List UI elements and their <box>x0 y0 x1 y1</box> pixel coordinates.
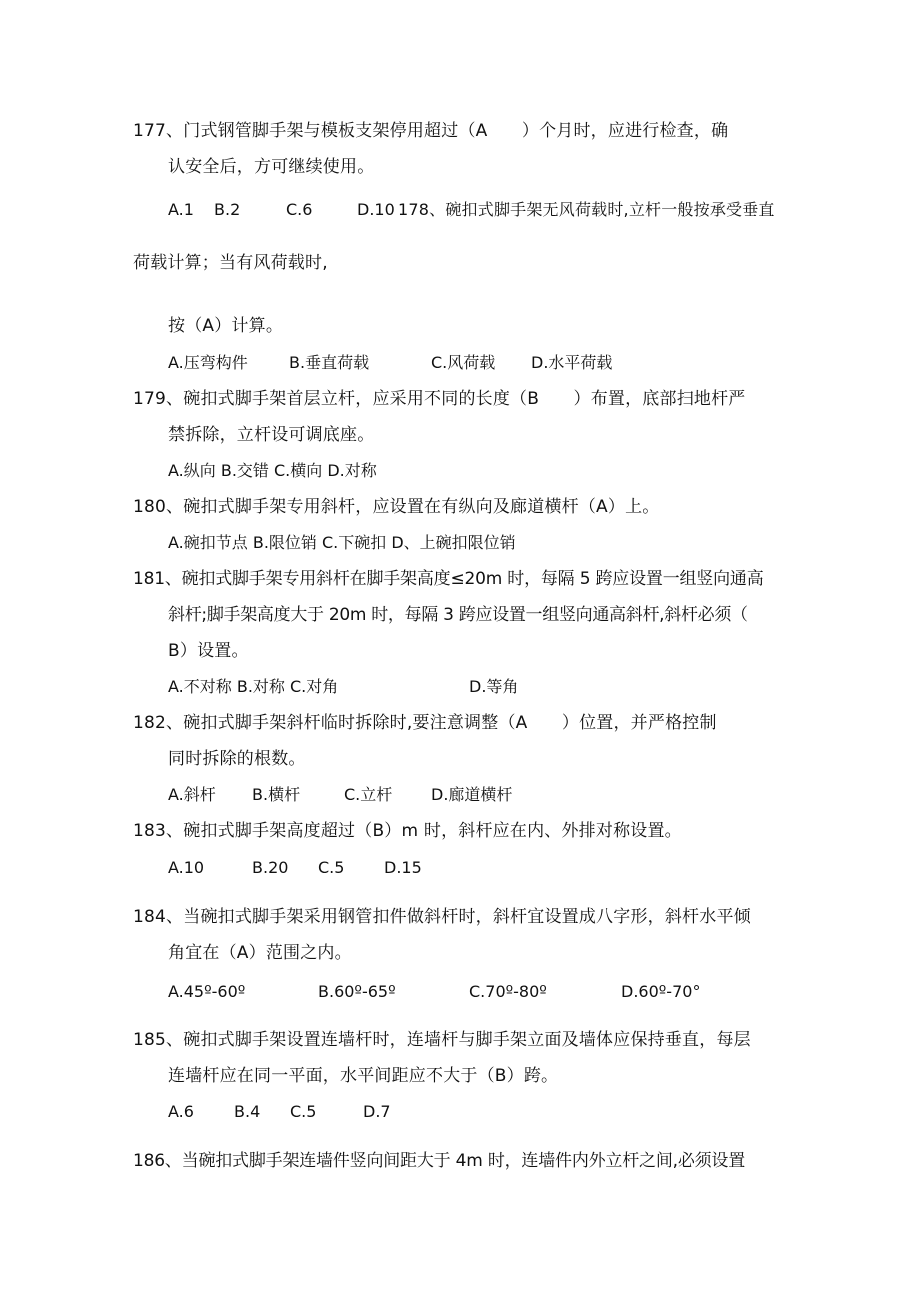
question-178-line2: 荷载计算；当有风荷载时, <box>133 253 328 273</box>
question-177-line2: 认安全后，方可继续使用。 <box>168 157 375 177</box>
question-178-line1: 178、碗扣式脚手架无风荷载时,立杆一般按承受垂直 <box>398 200 775 219</box>
question-184-line1: 184、当碗扣式脚手架采用钢管扣件做斜杆时，斜杆宜设置成八字形，斜杆水平倾 <box>133 907 751 927</box>
question-182-line1: 182、碗扣式脚手架斜杆临时拆除时,要注意调整（A ）位置，并严格控制 <box>133 713 717 733</box>
question-178-option-c: C.风荷载 <box>431 353 496 372</box>
question-184-option-b: B.60º-65º <box>318 982 396 1001</box>
question-182-option-b: B.横杆 <box>252 785 301 804</box>
question-184-option-a: A.45º-60º <box>168 982 246 1001</box>
question-180-options: A.碗扣节点 B.限位销 C.下碗扣 D、上碗扣限位销 <box>168 533 516 552</box>
question-185-option-c: C.5 <box>290 1102 317 1121</box>
question-183-line1: 183、碗扣式脚手架高度超过（B）m 时，斜杆应在内、外排对称设置。 <box>133 821 682 841</box>
question-177-option-d: D.10 <box>357 200 395 219</box>
question-182-line2: 同时拆除的根数。 <box>168 749 306 769</box>
question-177-option-c: C.6 <box>286 200 313 219</box>
question-185-option-a: A.6 <box>168 1102 194 1121</box>
question-181-line2: 斜杆;脚手架高度大于 20m 时，每隔 3 跨应设置一组竖向通高斜杆,斜杆必须（ <box>168 605 748 625</box>
question-185-option-b: B.4 <box>234 1102 261 1121</box>
question-182-option-a: A.斜杆 <box>168 785 216 804</box>
question-181-options-abc: A.不对称 B.对称 C.对角 <box>168 677 339 696</box>
question-178-option-d: D.水平荷载 <box>531 353 613 372</box>
question-179-options: A.纵向 B.交错 C.横向 D.对称 <box>168 461 377 480</box>
question-185-line2: 连墙杆应在同一平面，水平间距应不大于（B）跨。 <box>168 1066 559 1086</box>
question-183-option-c: C.5 <box>318 858 345 877</box>
question-181-line1: 181、碗扣式脚手架专用斜杆在脚手架高度≤20m 时，每隔 5 跨应设置一组竖向通高 <box>133 569 764 589</box>
question-180-line1: 180、碗扣式脚手架专用斜杆，应设置在有纵向及廊道横杆（A）上。 <box>133 497 660 517</box>
question-184-option-d: D.60º-70° <box>621 982 701 1001</box>
question-182-option-c: C.立杆 <box>344 785 393 804</box>
question-183-option-d: D.15 <box>384 858 422 877</box>
question-181-line3: B）设置。 <box>168 641 249 661</box>
question-183-option-b: B.20 <box>252 858 289 877</box>
question-179-line1: 179、碗扣式脚手架首层立杆，应采用不同的长度（B ）布置，底部扫地杆严 <box>133 389 746 409</box>
question-178-line3: 按（A）计算。 <box>168 316 284 336</box>
question-181-option-d: D.等角 <box>469 677 519 696</box>
question-185-option-d: D.7 <box>363 1102 391 1121</box>
question-177-line1: 177、门式钢管脚手架与模板支架停用超过（A ）个月时，应进行检查，确 <box>133 121 729 141</box>
question-184-line2: 角宜在（A）范围之内。 <box>168 943 352 963</box>
question-186-line1: 186、当碗扣式脚手架连墙件竖向间距大于 4m 时，连墙件内外立杆之间,必须设置 <box>133 1151 746 1171</box>
question-177-option-a: A.1 <box>168 200 194 219</box>
question-179-line2: 禁拆除，立杆设可调底座。 <box>168 425 375 445</box>
question-177-option-b: B.2 <box>214 200 241 219</box>
question-184-option-c: C.70º-80º <box>469 982 547 1001</box>
question-185-line1: 185、碗扣式脚手架设置连墙杆时，连墙杆与脚手架立面及墙体应保持垂直，每层 <box>133 1030 751 1050</box>
question-178-option-a: A.压弯构件 <box>168 353 248 372</box>
question-182-option-d: D.廊道横杆 <box>431 785 513 804</box>
question-178-option-b: B.垂直荷载 <box>289 353 370 372</box>
question-183-option-a: A.10 <box>168 858 205 877</box>
